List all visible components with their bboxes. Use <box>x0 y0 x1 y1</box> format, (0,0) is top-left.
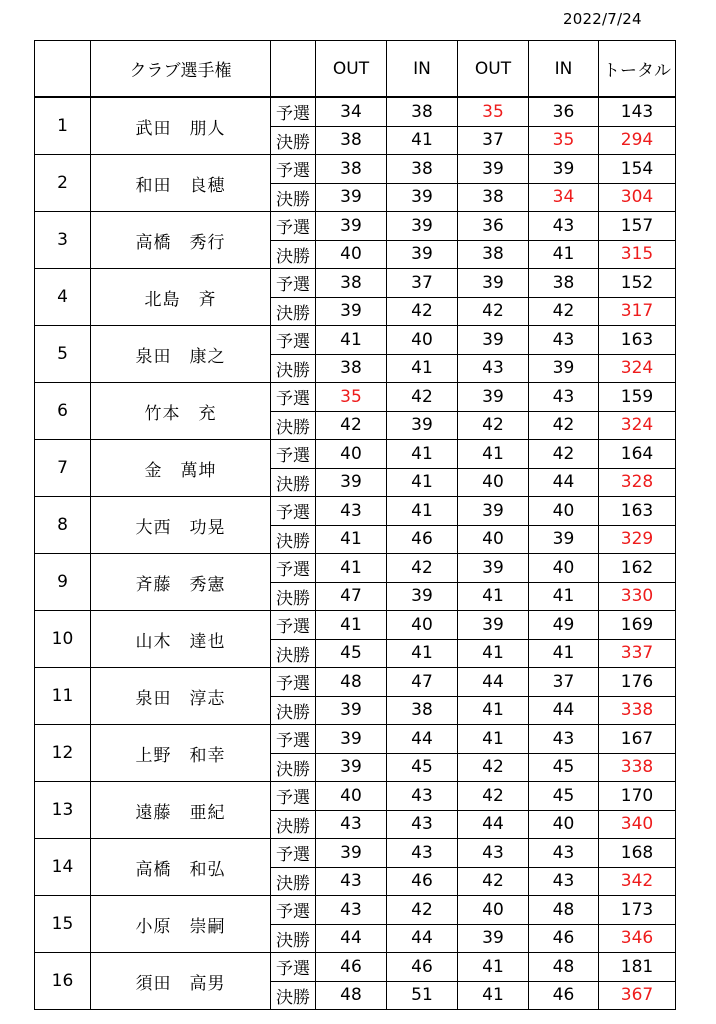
score-out-2: 40 <box>458 468 529 497</box>
table-row <box>35 155 676 184</box>
player-rank: 15 <box>35 896 91 953</box>
score-in-1: 47 <box>387 668 458 697</box>
results-table <box>34 40 676 1010</box>
score-in-1: 40 <box>387 611 458 640</box>
table-row <box>35 668 676 697</box>
score-total: 163 <box>599 497 676 526</box>
score-out-2: 42 <box>458 782 529 811</box>
score-in-2: 45 <box>529 782 599 811</box>
stage-label-final: 決勝 <box>271 753 316 782</box>
player-name: 山木 達也 <box>91 611 271 668</box>
score-total: 181 <box>599 953 676 982</box>
score-in-2: 42 <box>529 297 599 326</box>
score-total: 143 <box>599 97 676 126</box>
player-rank: 8 <box>35 497 91 554</box>
stage-label-prelim: 予選 <box>271 668 316 697</box>
score-out-1: 40 <box>316 782 387 811</box>
stage-label-prelim: 予選 <box>271 725 316 754</box>
header-stage <box>271 41 316 98</box>
stage-label-final: 決勝 <box>271 240 316 269</box>
header-in-2: IN <box>529 41 599 98</box>
score-out-2: 41 <box>458 725 529 754</box>
score-out-1: 39 <box>316 212 387 241</box>
table-row <box>35 212 676 241</box>
player-name: 泉田 康之 <box>91 326 271 383</box>
score-in-2: 43 <box>529 326 599 355</box>
score-out-1: 41 <box>316 326 387 355</box>
score-in-2: 41 <box>529 639 599 668</box>
score-in-2: 48 <box>529 953 599 982</box>
stage-label-final: 決勝 <box>271 696 316 725</box>
score-out-2: 37 <box>458 126 529 155</box>
score-in-2: 37 <box>529 668 599 697</box>
score-out-2: 40 <box>458 896 529 925</box>
stage-label-prelim: 予選 <box>271 839 316 868</box>
score-out-2: 39 <box>458 155 529 184</box>
score-out-1: 46 <box>316 953 387 982</box>
score-in-1: 42 <box>387 383 458 412</box>
score-out-1: 38 <box>316 155 387 184</box>
score-in-1: 39 <box>387 212 458 241</box>
score-total: 163 <box>599 326 676 355</box>
score-in-2: 43 <box>529 383 599 412</box>
stage-label-final: 決勝 <box>271 126 316 155</box>
score-out-1: 40 <box>316 240 387 269</box>
score-in-2: 36 <box>529 97 599 126</box>
score-in-1: 42 <box>387 297 458 326</box>
score-in-1: 37 <box>387 269 458 298</box>
score-total: 173 <box>599 896 676 925</box>
score-in-2: 44 <box>529 468 599 497</box>
score-out-2: 41 <box>458 696 529 725</box>
score-out-2: 44 <box>458 810 529 839</box>
score-out-1: 39 <box>316 725 387 754</box>
score-out-1: 41 <box>316 525 387 554</box>
stage-label-final: 決勝 <box>271 183 316 212</box>
score-out-1: 39 <box>316 696 387 725</box>
score-out-1: 48 <box>316 668 387 697</box>
score-total: 294 <box>599 126 676 155</box>
score-in-1: 43 <box>387 839 458 868</box>
score-total: 162 <box>599 554 676 583</box>
score-out-2: 43 <box>458 354 529 383</box>
score-out-2: 39 <box>458 554 529 583</box>
score-in-2: 35 <box>529 126 599 155</box>
score-in-2: 43 <box>529 867 599 896</box>
score-in-1: 41 <box>387 440 458 469</box>
score-in-2: 49 <box>529 611 599 640</box>
player-name: 大西 功晃 <box>91 497 271 554</box>
score-out-2: 39 <box>458 611 529 640</box>
score-in-1: 44 <box>387 725 458 754</box>
score-in-1: 40 <box>387 326 458 355</box>
score-in-1: 41 <box>387 468 458 497</box>
score-out-2: 38 <box>458 240 529 269</box>
score-total: 329 <box>599 525 676 554</box>
score-total: 342 <box>599 867 676 896</box>
stage-label-prelim: 予選 <box>271 440 316 469</box>
score-in-1: 38 <box>387 155 458 184</box>
table-row <box>35 440 676 469</box>
score-out-1: 45 <box>316 639 387 668</box>
player-rank: 3 <box>35 212 91 269</box>
score-total: 168 <box>599 839 676 868</box>
table-body <box>35 97 676 1010</box>
header-out-2: OUT <box>458 41 529 98</box>
score-in-1: 44 <box>387 924 458 953</box>
score-in-2: 39 <box>529 354 599 383</box>
score-in-1: 42 <box>387 554 458 583</box>
score-total: 324 <box>599 354 676 383</box>
score-in-2: 43 <box>529 839 599 868</box>
stage-label-prelim: 予選 <box>271 611 316 640</box>
stage-label-prelim: 予選 <box>271 896 316 925</box>
score-out-1: 39 <box>316 753 387 782</box>
stage-label-prelim: 予選 <box>271 212 316 241</box>
score-in-1: 39 <box>387 183 458 212</box>
score-in-2: 41 <box>529 582 599 611</box>
score-out-2: 39 <box>458 497 529 526</box>
score-in-1: 43 <box>387 810 458 839</box>
score-total: 340 <box>599 810 676 839</box>
score-in-1: 38 <box>387 696 458 725</box>
stage-label-prelim: 予選 <box>271 326 316 355</box>
table-row <box>35 953 676 982</box>
score-out-2: 41 <box>458 981 529 1010</box>
score-in-2: 40 <box>529 554 599 583</box>
table-row <box>35 782 676 811</box>
score-out-1: 39 <box>316 183 387 212</box>
score-out-2: 41 <box>458 440 529 469</box>
score-out-1: 43 <box>316 497 387 526</box>
score-total: 159 <box>599 383 676 412</box>
score-total: 167 <box>599 725 676 754</box>
score-in-2: 40 <box>529 810 599 839</box>
table-row <box>35 497 676 526</box>
score-in-1: 38 <box>387 97 458 126</box>
header-total: トータル <box>599 41 676 98</box>
score-out-1: 38 <box>316 126 387 155</box>
table-row <box>35 611 676 640</box>
stage-label-final: 決勝 <box>271 297 316 326</box>
table-row <box>35 725 676 754</box>
score-total: 324 <box>599 411 676 440</box>
table-row <box>35 896 676 925</box>
score-out-1: 39 <box>316 297 387 326</box>
score-total: 315 <box>599 240 676 269</box>
score-in-2: 39 <box>529 525 599 554</box>
score-in-1: 39 <box>387 240 458 269</box>
score-in-2: 44 <box>529 696 599 725</box>
player-name: 武田 朋人 <box>91 97 271 155</box>
player-rank: 14 <box>35 839 91 896</box>
score-out-1: 43 <box>316 896 387 925</box>
score-total: 154 <box>599 155 676 184</box>
score-in-2: 40 <box>529 497 599 526</box>
player-rank: 10 <box>35 611 91 668</box>
score-in-1: 41 <box>387 497 458 526</box>
score-out-1: 44 <box>316 924 387 953</box>
player-name: 泉田 淳志 <box>91 668 271 725</box>
score-in-2: 38 <box>529 269 599 298</box>
header-title: クラブ選手権 <box>91 41 271 98</box>
score-total: 164 <box>599 440 676 469</box>
player-name: 小原 崇嗣 <box>91 896 271 953</box>
stage-label-final: 決勝 <box>271 810 316 839</box>
score-out-1: 34 <box>316 97 387 126</box>
player-rank: 16 <box>35 953 91 1010</box>
score-in-2: 46 <box>529 981 599 1010</box>
player-rank: 4 <box>35 269 91 326</box>
score-out-2: 35 <box>458 97 529 126</box>
score-out-2: 38 <box>458 183 529 212</box>
score-out-1: 41 <box>316 611 387 640</box>
table-row <box>35 269 676 298</box>
score-in-2: 39 <box>529 155 599 184</box>
score-out-2: 39 <box>458 383 529 412</box>
score-out-1: 43 <box>316 867 387 896</box>
stage-label-final: 決勝 <box>271 468 316 497</box>
header-rank <box>35 41 91 98</box>
score-out-2: 41 <box>458 639 529 668</box>
score-out-2: 42 <box>458 411 529 440</box>
player-name: 高橋 和弘 <box>91 839 271 896</box>
stage-label-prelim: 予選 <box>271 497 316 526</box>
player-name: 上野 和幸 <box>91 725 271 782</box>
player-name: 北島 斉 <box>91 269 271 326</box>
player-name: 遠藤 亜紀 <box>91 782 271 839</box>
score-in-1: 43 <box>387 782 458 811</box>
score-out-2: 43 <box>458 839 529 868</box>
score-out-2: 42 <box>458 867 529 896</box>
player-name: 高橋 秀行 <box>91 212 271 269</box>
stage-label-final: 決勝 <box>271 924 316 953</box>
player-rank: 7 <box>35 440 91 497</box>
score-out-1: 40 <box>316 440 387 469</box>
score-out-1: 35 <box>316 383 387 412</box>
score-out-1: 41 <box>316 554 387 583</box>
score-out-1: 48 <box>316 981 387 1010</box>
player-name: 斉藤 秀憲 <box>91 554 271 611</box>
score-out-2: 41 <box>458 953 529 982</box>
score-total: 317 <box>599 297 676 326</box>
score-in-2: 48 <box>529 896 599 925</box>
score-total: 152 <box>599 269 676 298</box>
score-in-1: 41 <box>387 639 458 668</box>
player-rank: 6 <box>35 383 91 440</box>
score-out-2: 40 <box>458 525 529 554</box>
score-total: 304 <box>599 183 676 212</box>
stage-label-final: 決勝 <box>271 639 316 668</box>
table-row <box>35 554 676 583</box>
score-total: 157 <box>599 212 676 241</box>
player-rank: 2 <box>35 155 91 212</box>
stage-label-final: 決勝 <box>271 354 316 383</box>
score-total: 338 <box>599 753 676 782</box>
player-name: 須田 高男 <box>91 953 271 1010</box>
player-rank: 1 <box>35 97 91 155</box>
stage-label-prelim: 予選 <box>271 269 316 298</box>
stage-label-final: 決勝 <box>271 411 316 440</box>
score-in-1: 46 <box>387 953 458 982</box>
table-row <box>35 839 676 868</box>
score-out-2: 36 <box>458 212 529 241</box>
score-out-1: 38 <box>316 269 387 298</box>
score-total: 328 <box>599 468 676 497</box>
score-out-1: 42 <box>316 411 387 440</box>
score-in-1: 45 <box>387 753 458 782</box>
score-in-2: 43 <box>529 725 599 754</box>
score-in-2: 46 <box>529 924 599 953</box>
stage-label-prelim: 予選 <box>271 383 316 412</box>
score-in-1: 39 <box>387 582 458 611</box>
stage-label-final: 決勝 <box>271 981 316 1010</box>
score-total: 169 <box>599 611 676 640</box>
player-name: 和田 良穂 <box>91 155 271 212</box>
score-in-2: 42 <box>529 411 599 440</box>
score-in-1: 39 <box>387 411 458 440</box>
table-row <box>35 383 676 412</box>
score-out-2: 42 <box>458 297 529 326</box>
score-in-2: 41 <box>529 240 599 269</box>
score-out-1: 39 <box>316 839 387 868</box>
stage-label-prelim: 予選 <box>271 554 316 583</box>
player-rank: 12 <box>35 725 91 782</box>
stage-label-final: 決勝 <box>271 525 316 554</box>
score-total: 337 <box>599 639 676 668</box>
score-in-2: 42 <box>529 440 599 469</box>
score-total: 338 <box>599 696 676 725</box>
stage-label-prelim: 予選 <box>271 155 316 184</box>
score-out-2: 39 <box>458 269 529 298</box>
score-out-2: 42 <box>458 753 529 782</box>
score-out-1: 43 <box>316 810 387 839</box>
player-rank: 11 <box>35 668 91 725</box>
player-rank: 9 <box>35 554 91 611</box>
score-in-1: 42 <box>387 896 458 925</box>
header-row <box>35 41 676 98</box>
player-rank: 13 <box>35 782 91 839</box>
score-total: 176 <box>599 668 676 697</box>
score-total: 367 <box>599 981 676 1010</box>
score-in-2: 43 <box>529 212 599 241</box>
score-out-1: 39 <box>316 468 387 497</box>
score-out-2: 44 <box>458 668 529 697</box>
score-in-1: 46 <box>387 525 458 554</box>
player-name: 竹本 充 <box>91 383 271 440</box>
header-out-1: OUT <box>316 41 387 98</box>
score-in-1: 41 <box>387 126 458 155</box>
score-total: 330 <box>599 582 676 611</box>
score-in-1: 46 <box>387 867 458 896</box>
score-total: 170 <box>599 782 676 811</box>
date-label: 2022/7/24 <box>563 10 642 28</box>
score-out-2: 39 <box>458 924 529 953</box>
score-in-2: 34 <box>529 183 599 212</box>
stage-label-final: 決勝 <box>271 582 316 611</box>
score-out-1: 47 <box>316 582 387 611</box>
score-in-1: 41 <box>387 354 458 383</box>
player-rank: 5 <box>35 326 91 383</box>
stage-label-prelim: 予選 <box>271 953 316 982</box>
stage-label-prelim: 予選 <box>271 782 316 811</box>
score-out-2: 41 <box>458 582 529 611</box>
score-total: 346 <box>599 924 676 953</box>
stage-label-final: 決勝 <box>271 867 316 896</box>
header-in-1: IN <box>387 41 458 98</box>
score-in-1: 51 <box>387 981 458 1010</box>
table-row <box>35 326 676 355</box>
score-out-1: 38 <box>316 354 387 383</box>
score-in-2: 45 <box>529 753 599 782</box>
table-row <box>35 97 676 126</box>
score-out-2: 39 <box>458 326 529 355</box>
player-name: 金 萬坤 <box>91 440 271 497</box>
stage-label-prelim: 予選 <box>271 97 316 126</box>
